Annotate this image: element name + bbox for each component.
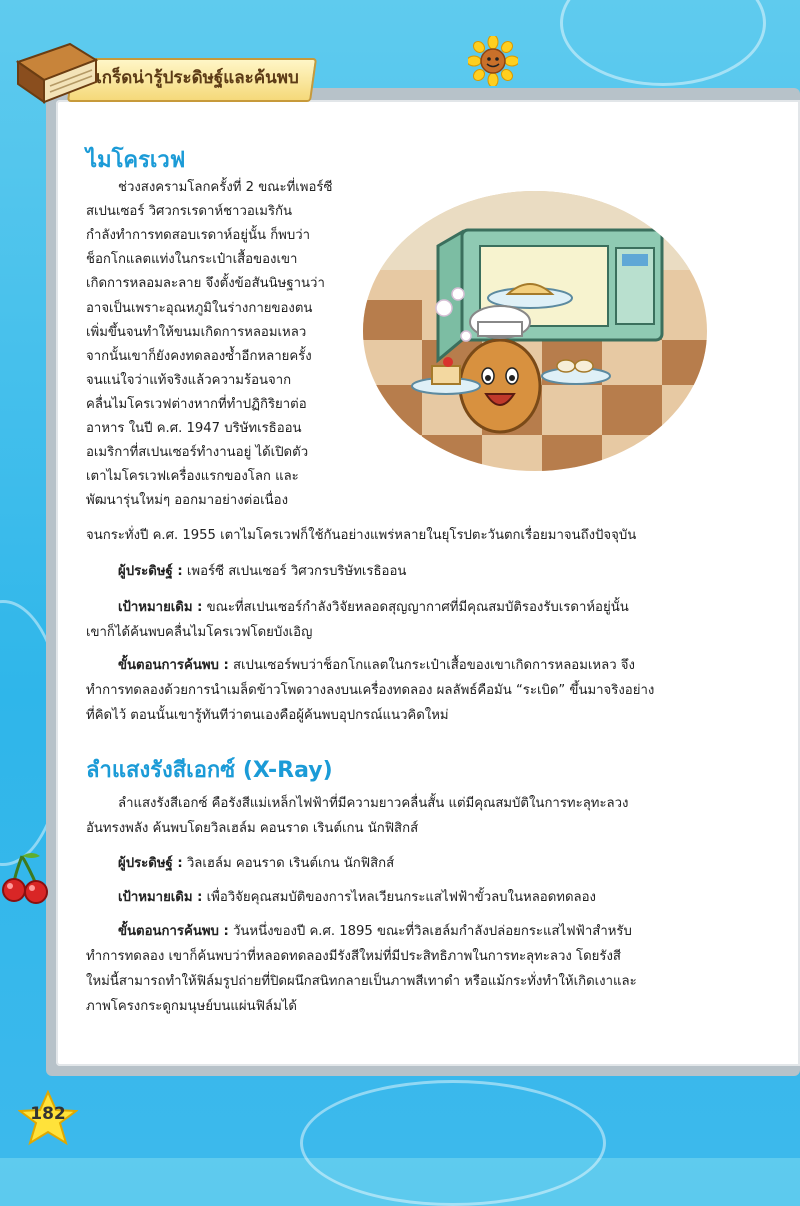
sunflower-icon	[468, 36, 518, 86]
xray-intro: ลำแสงรังสีเอกซ์ คือรังสีแม่เหล็กไฟฟ้าที่มีความยาวคลื่นสั้น แต่มีคุณสมบัติในการทะลุทะลวง	[118, 796, 629, 811]
microwave-intro-full: จนกระทั่งปี ค.ศ. 1955 เตาไมโครเวฟก็ใช้กันอย่างแพร่หลายในยุโรปตะวันตกเรื่อยมาจนถึงปัจจุบัน	[86, 528, 637, 543]
goal-label: เป้าหมายเดิม :	[118, 890, 203, 905]
page-number: 182	[30, 1104, 66, 1124]
inventor-value: เพอร์ซี สเปนเซอร์ วิศวกรบริษัทเรธิออน	[186, 564, 407, 579]
microwave-goal-cont: เขาก็ได้ค้นพบคลื่นไมโครเวฟโดยบังเอิญ	[86, 625, 313, 640]
microwave-intro-line: อาจเป็นเพราะอุณหภูมิในร่างกายของตน	[86, 300, 313, 316]
microwave-intro-line: เกิดการหลอมละลาย จึงตั้งข้อสันนิษฐานว่า	[86, 276, 325, 292]
xray-goal	[118, 884, 596, 911]
xray-heading: ลำแสงรังสีเอกซ์ (X-Ray)	[86, 758, 333, 783]
xray-inventor	[118, 850, 394, 877]
microwave-steps	[118, 652, 635, 679]
bg-swirl	[300, 1080, 606, 1206]
microwave-intro-line: จนแน่ใจว่าแท้จริงแล้วความร้อนจาก	[86, 372, 292, 388]
xray-steps	[118, 918, 632, 945]
microwave-inventor	[118, 558, 406, 585]
steps-text: สเปนเซอร์พบว่าช็อกโกแลตในกระเป๋าเสื้อของเขาเกิดการหลอมเหลว จึง	[232, 658, 635, 673]
microwave-intro-line: เพิ่มขึ้นจนทำให้ขนมเกิดการหลอมเหลว	[86, 324, 307, 340]
goal-text: ขณะที่สเปนเซอร์กำลังวิจัยหลอดสุญญากาศที่มีคุณสมบัติรองรับเรดาห์อยู่นั้น	[206, 600, 629, 615]
microwave-intro-line: อเมริกาที่สเปนเซอร์ทำงานอยู่ ได้เปิดตัว	[86, 445, 309, 461]
banner-title: เกร็ดน่ารู้ประดิษฐ์และค้นพบ	[96, 68, 299, 88]
microwave-goal	[118, 594, 629, 621]
inventor-label: ผู้ประดิษฐ์ :	[118, 856, 183, 871]
goal-label: เป้าหมายเดิม :	[118, 600, 203, 615]
xray-steps-cont: ใหม่นี้สามารถทำให้ฟิล์มรูปถ่ายที่ปิดผนึกสนิทกลายเป็นภาพสีเทาดำ หรือแม้กระทั่งทำให้เกิดเงาและ	[86, 974, 637, 989]
microwave-intro-line: อาหาร ในปี ค.ศ. 1947 บริษัทเรธิออน	[86, 421, 302, 436]
steps-text: วันหนึ่งของปี ค.ศ. 1895 ขณะที่วิลเฮล์มกำลังปล่อยกระแสไฟฟ้าสำหรับ	[232, 924, 632, 939]
microwave-intro-line: ช่วงสงครามโลกครั้งที่ 2 ขณะที่เพอร์ซี	[118, 180, 333, 195]
xray-steps-cont: ภาพโครงกระดูกมนุษย์บนแผ่นฟิล์มได้	[86, 999, 297, 1014]
microwave-intro-line: คลื่นไมโครเวฟต่างหากที่ทำปฏิกิริยาต่อ	[86, 396, 307, 412]
steps-label: ขั้นตอนการค้นพบ :	[118, 658, 229, 673]
microwave-intro-line: กำลังทำการทดสอบเรดาห์อยู่นั้น ก็พบว่า	[86, 228, 311, 244]
cherry-icon	[2, 848, 50, 908]
microwave-steps-cont: ที่คิดไว้ ตอนนั้นเขารู้ทันทีว่าตนเองคือผู้ค้นพบอุปกรณ์แนวคิดใหม่	[86, 708, 449, 723]
microwave-intro-line: เตาไมโครเวฟเครื่องแรกของโลก และ	[86, 469, 299, 485]
inventor-label: ผู้ประดิษฐ์ :	[118, 564, 183, 579]
microwave-intro-line: ช็อกโกแลตแท่งในกระเป๋าเสื้อของเขา	[86, 252, 298, 268]
xray-intro-cont: อันทรงพลัง ค้นพบโดยวิลเฮล์ม คอนราด เรินต์เกน นักฟิสิกส์	[86, 821, 419, 836]
goal-text: เพื่อวิจัยคุณสมบัติของการไหลเวียนกระแสไฟฟ้าขั้วลบในหลอดทดลอง	[206, 890, 596, 905]
microwave-intro-line: สเปนเซอร์ วิศวกรเรดาห์ชาวอเมริกัน	[86, 204, 293, 220]
inventor-value: วิลเฮล์ม คอนราด เรินต์เกน นักฟิสิกส์	[186, 856, 395, 871]
book-icon	[10, 40, 100, 110]
bg-swirl	[560, 0, 766, 86]
microwave-heading: ไมโครเวฟ	[86, 148, 186, 173]
microwave-illustration	[362, 190, 708, 472]
microwave-intro-line: จากนั้นเขาก็ยังคงทดลองซ้ำอีกหลายครั้ง	[86, 348, 312, 364]
steps-label: ขั้นตอนการค้นพบ :	[118, 924, 229, 939]
microwave-steps-cont: ทำการทดลองด้วยการนำเมล็ดข้าวโพดวางลงบนเครื่องทดลอง ผลลัพธ์คือมัน “ระเบิด” ขึ้นมาจริงอย่าง	[86, 683, 655, 698]
xray-steps-cont: ทำการทดลอง เขาก็ค้นพบว่าที่หลอดทดลองมีรังสีใหม่ที่มีประสิทธิภาพในการทะลุทะลวง โดยรังสี	[86, 949, 621, 964]
microwave-intro-line: พัฒนารุ่นใหม่ๆ ออกมาอย่างต่อเนื่อง	[86, 493, 289, 509]
